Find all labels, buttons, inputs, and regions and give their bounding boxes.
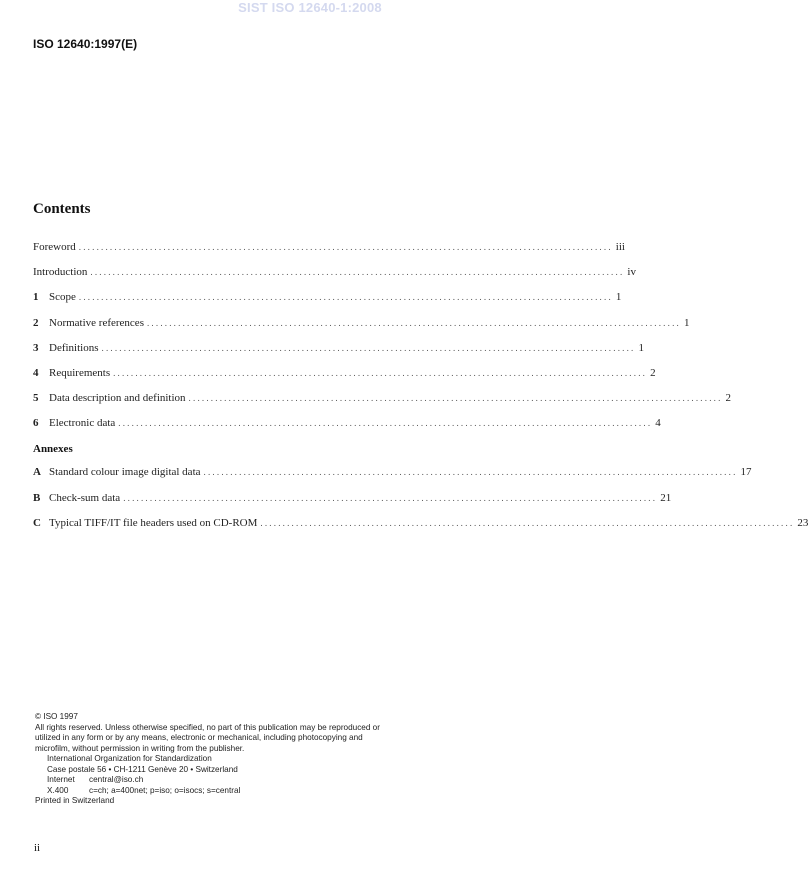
annex-entry <box>33 491 672 508</box>
toc-entry <box>33 392 732 408</box>
toc-entry <box>33 266 636 282</box>
postal-address: Case postale 56 • CH-1211 Genève 20 • Switzerland <box>47 764 238 774</box>
entry-title: Foreword <box>33 241 76 253</box>
dot-leader: ........................................................................................................................ <box>203 467 738 477</box>
annexes-heading: Annexes <box>33 443 73 455</box>
entry-title: Introduction <box>33 266 88 279</box>
entry-page: 17 <box>740 466 752 478</box>
dot-leader: ........................................................................................................................ <box>78 242 613 252</box>
entry-page: 4 <box>655 417 661 430</box>
copyright-line: © ISO 1997 <box>35 712 78 721</box>
dot-leader: ........................................................................................................................ <box>260 518 795 528</box>
internet-row <box>47 775 385 786</box>
entry-title: Check-sum data <box>49 491 121 504</box>
annex-entry <box>33 466 752 482</box>
org-name: International Organization for Standardization <box>47 754 212 763</box>
entry-number: C <box>33 517 41 529</box>
dot-leader: ........................................................................................................................ <box>188 393 723 404</box>
entry-title: Data description and definition <box>49 392 186 405</box>
x400-value: c=ch; a=400net; p=iso; o=isocs; s=central <box>89 785 241 795</box>
toc-entry <box>33 241 625 257</box>
entry-page: 2 <box>650 367 656 379</box>
entry-title: Definitions <box>49 341 99 354</box>
toc-entry <box>33 341 644 358</box>
dot-leader: ........................................................................................................................ <box>113 368 648 378</box>
rights-notice: All rights reserved. Unless otherwise specified, no part of this publication may be reproduced or utilized in any form or by any means, electronic or mechanical, including photocopying and microfilm, without permission in writing from the publisher. <box>35 722 380 753</box>
internet-label: Internet <box>47 775 75 784</box>
x400-label: X.400 <box>47 785 69 795</box>
entry-page: 1 <box>683 316 690 329</box>
dot-leader: ........................................................................................................................ <box>101 342 636 353</box>
entry-page: 21 <box>660 491 672 504</box>
entry-page: 1 <box>638 341 644 354</box>
entry-number: 6 <box>33 417 39 430</box>
entry-title: Electronic data <box>49 417 116 430</box>
entry-title: Standard colour image digital data <box>49 466 201 478</box>
entry-title: Normative references <box>49 316 144 329</box>
toc-entry <box>33 291 622 307</box>
dot-leader: ........................................................................................................................ <box>78 292 613 303</box>
entry-number: 5 <box>33 392 39 405</box>
iso-address <box>47 754 385 796</box>
toc-entry <box>33 316 690 333</box>
entry-page: 2 <box>725 392 732 405</box>
entry-number: B <box>33 491 41 504</box>
entry-number: 3 <box>33 341 39 354</box>
copyright-block <box>35 712 385 807</box>
toc-entry <box>33 417 661 433</box>
watermark: SIST ISO 12640-1:2008 <box>238 0 382 15</box>
contents-heading: Contents <box>33 201 91 217</box>
entry-number: 4 <box>33 367 39 379</box>
annex-entry <box>33 517 808 533</box>
printed-in: Printed in Switzerland <box>35 796 115 805</box>
entry-page: 1 <box>615 291 622 304</box>
entry-title: Scope <box>49 291 76 304</box>
page-number: ii <box>34 842 41 854</box>
toc-entry <box>33 367 656 383</box>
entry-page: iii <box>615 241 625 253</box>
entry-page: 23 <box>797 517 808 529</box>
dot-leader: ........................................................................................................................ <box>118 418 653 429</box>
entry-title: Typical TIFF/IT file headers used on CD-ROM <box>49 517 258 529</box>
internet-value: central@iso.ch <box>89 775 144 784</box>
entry-number: 2 <box>33 316 39 329</box>
entry-page: iv <box>627 266 636 279</box>
entry-number: A <box>33 466 41 478</box>
entry-title: Requirements <box>49 367 111 379</box>
entry-number: 1 <box>33 291 39 304</box>
dot-leader: ........................................................................................................................ <box>123 492 658 503</box>
document-id: ISO 12640:1997(E) <box>33 37 138 51</box>
x400-row <box>47 786 385 797</box>
dot-leader: ........................................................................................................................ <box>90 267 625 278</box>
dot-leader: ........................................................................................................................ <box>146 317 681 328</box>
